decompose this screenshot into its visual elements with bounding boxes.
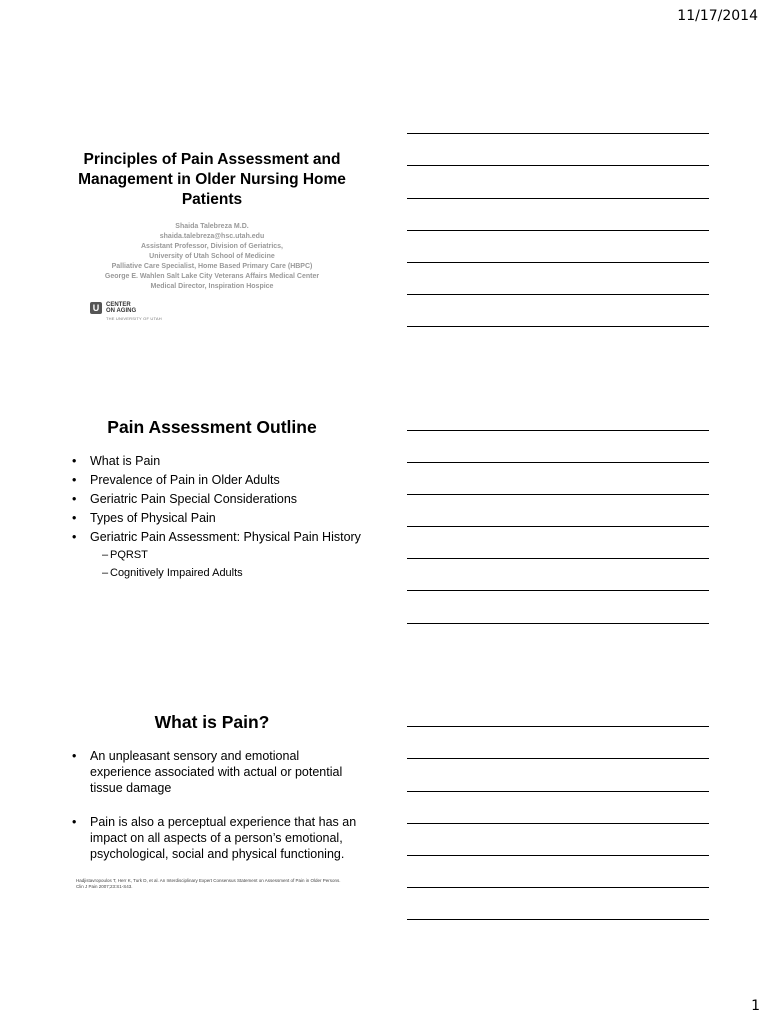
- note-line: [407, 791, 709, 792]
- author-line: Medical Director, Inspiration Hospice: [150, 283, 274, 290]
- author-email: shaida.talebreza@hsc.utah.edu: [159, 233, 265, 240]
- slide-2: [62, 415, 362, 645]
- print-date: 11/17/2014: [677, 8, 758, 24]
- note-line: [407, 855, 709, 856]
- note-line: [407, 230, 709, 231]
- note-line: [407, 494, 709, 495]
- note-line: [407, 590, 709, 591]
- list-item-text: Types of Physical Pain: [90, 511, 216, 525]
- logo-line-2: ON AGING: [106, 308, 137, 314]
- note-line: [407, 558, 709, 559]
- author-line: Assistant Professor, Division of Geriatrics,: [141, 243, 283, 250]
- list-item-text: Prevalence of Pain in Older Adults: [90, 473, 280, 487]
- bullet-icon: •: [72, 492, 77, 506]
- logo-line-1: CENTER: [106, 302, 131, 308]
- note-line: [407, 198, 709, 199]
- definition-list: [62, 748, 362, 862]
- note-line: [407, 919, 709, 920]
- note-line: [407, 726, 709, 727]
- list-item: [72, 748, 362, 796]
- outline-list: [62, 453, 362, 581]
- note-line: [407, 294, 709, 295]
- slide-3-title: What is Pain?: [154, 712, 270, 732]
- university-u-icon: U: [90, 302, 102, 314]
- list-item-text: Geriatric Pain Special Considerations: [90, 492, 298, 506]
- sub-list-item: [102, 547, 362, 563]
- note-line: [407, 823, 709, 824]
- list-item-text: Geriatric Pain Assessment: Physical Pain History: [90, 530, 361, 544]
- slide-2-title: Pain Assessment Outline: [107, 417, 317, 437]
- list-item: [72, 814, 362, 862]
- logo-text-group: [106, 302, 162, 321]
- bullet-icon: •: [72, 511, 77, 525]
- list-item-text: An unpleasant sensory and emotional experience associated with actual or potential tissue damage: [90, 749, 343, 795]
- list-item: [72, 472, 362, 488]
- bullet-icon: •: [72, 530, 77, 544]
- list-item: [72, 453, 362, 469]
- sub-list-item-text: PQRST: [110, 549, 148, 561]
- sub-list-item: [102, 565, 362, 581]
- sub-list-item-text: Cognitively Impaired Adults: [110, 567, 243, 579]
- sub-list: [90, 547, 362, 581]
- note-line: [407, 526, 709, 527]
- slide-3: [62, 710, 362, 940]
- bullet-icon: •: [72, 815, 77, 829]
- note-line: [407, 262, 709, 263]
- note-line: [407, 462, 709, 463]
- bullet-icon: •: [72, 473, 77, 487]
- note-line: [407, 133, 709, 134]
- author-line: University of Utah School of Medicine: [149, 253, 275, 260]
- note-line: [407, 326, 709, 327]
- note-line: [407, 430, 709, 431]
- slide-1-title: Principles of Pain Assessment and Management in Older Nursing Home Patients: [78, 151, 346, 208]
- note-line: [407, 887, 709, 888]
- bullet-icon: •: [72, 454, 77, 468]
- slide-1: [62, 150, 362, 350]
- bullet-icon: •: [72, 749, 77, 763]
- note-line: [407, 165, 709, 166]
- dash-icon: –: [102, 549, 109, 561]
- author-line: George E. Wahlen Salt Lake City Veterans Affairs Medical Center: [104, 273, 320, 280]
- list-item-text: Pain is also a perceptual experience that has an impact on all aspects of a person’s emotional, psychological, social and physical functioning.: [90, 815, 357, 861]
- dash-icon: –: [102, 567, 109, 579]
- page-number: 1: [751, 998, 760, 1014]
- list-item: [72, 529, 362, 581]
- author-name: Shaida Talebreza M.D.: [175, 223, 249, 230]
- note-line: [407, 758, 709, 759]
- citation: Hadjistavropoulos T, Herr K, Turk D, et al. An Interdisciplinary Expert Consensus Statement on Assessment of Pain in Older Persons. Clin J Pain 2007;23:S1-S43.: [76, 878, 341, 889]
- list-item: [72, 510, 362, 526]
- author-block: [62, 222, 362, 292]
- list-item-text: What is Pain: [90, 454, 161, 468]
- logo-subtitle: THE UNIVERSITY OF UTAH: [106, 316, 162, 321]
- note-line: [407, 623, 709, 624]
- author-line: Palliative Care Specialist, Home Based Primary Care (HBPC): [111, 263, 313, 270]
- list-item: [72, 491, 362, 507]
- center-on-aging-logo: [90, 302, 362, 321]
